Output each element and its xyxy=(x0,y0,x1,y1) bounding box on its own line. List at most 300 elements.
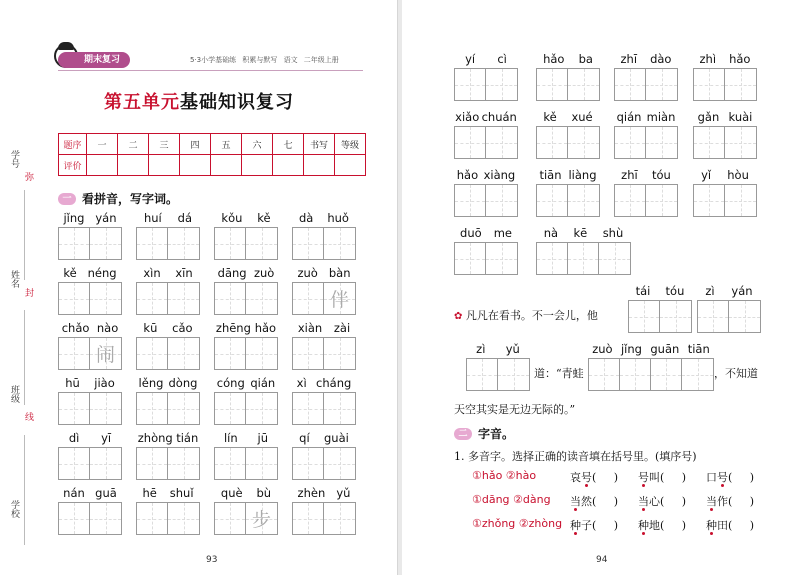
writing-box[interactable] xyxy=(59,338,90,369)
reading-options: ①zhǒng ②zhòng xyxy=(472,517,563,530)
pinyin-label xyxy=(292,321,356,337)
writing-box[interactable] xyxy=(455,243,486,274)
pinyin-syllable: zì xyxy=(476,342,486,356)
pinyin-syllable: zhì xyxy=(699,52,717,66)
writing-box[interactable] xyxy=(246,503,277,534)
writing-box[interactable] xyxy=(537,69,568,100)
score-input-cell[interactable] xyxy=(149,155,180,176)
pinyin-syllable: dá xyxy=(177,211,193,225)
writing-box[interactable] xyxy=(568,185,599,216)
pinyin-syllable: qí xyxy=(299,431,310,445)
score-input-cell[interactable] xyxy=(335,155,366,176)
unit-title-text: 基础知识复习 xyxy=(180,92,294,113)
pinyin-syllable: liàng xyxy=(568,168,597,182)
pinyin-syllable: kě xyxy=(63,266,77,280)
pinyin-syllable: guān xyxy=(650,342,680,356)
writing-box[interactable] xyxy=(59,228,90,259)
pinyin-label xyxy=(214,321,278,337)
pinyin-syllable: nán xyxy=(63,486,85,500)
polyphone-item xyxy=(570,493,618,509)
pinyin-label xyxy=(136,211,200,227)
writing-box[interactable] xyxy=(486,185,517,216)
writing-box[interactable] xyxy=(725,185,756,216)
pinyin-label xyxy=(536,110,600,126)
writing-box[interactable] xyxy=(615,69,646,100)
item-character: 号 xyxy=(581,471,592,484)
pinyin-syllable: kē xyxy=(573,226,588,240)
pinyin-syllable: shuǐ xyxy=(169,486,194,500)
pinyin-label xyxy=(136,486,200,502)
tianzige-boxes xyxy=(214,227,278,260)
pinyin-syllable: kū xyxy=(143,321,158,335)
answer-blank[interactable]: ( ) xyxy=(660,471,687,484)
word-writing-group xyxy=(536,52,600,101)
pinyin-syllable: gǎn xyxy=(697,110,720,124)
tianzige-boxes xyxy=(614,126,678,159)
item-character: 当 xyxy=(706,495,717,508)
pinyin-label xyxy=(536,226,631,242)
pinyin-syllable: yí xyxy=(465,52,476,66)
series-header: 5·3小学基础练 积累与默写 语文 二年级上册 xyxy=(190,56,339,64)
tianzige-boxes xyxy=(58,227,122,260)
writing-box[interactable] xyxy=(651,359,682,390)
writing-box[interactable] xyxy=(324,283,355,314)
word-writing-group xyxy=(292,211,356,260)
writing-box[interactable] xyxy=(293,393,324,424)
review-badge: 期末复习 xyxy=(58,52,130,68)
score-cell: 评价 xyxy=(59,155,87,176)
pinyin-label xyxy=(536,168,600,184)
section-number: 一 xyxy=(58,193,76,205)
item-character: 田 xyxy=(717,519,728,532)
pinyin-syllable: tái xyxy=(635,284,651,298)
pinyin-label xyxy=(466,342,530,358)
pinyin-syllable: qián xyxy=(250,376,276,390)
word-writing-group xyxy=(58,486,122,535)
writing-box[interactable] xyxy=(246,228,277,259)
writing-box[interactable] xyxy=(246,338,277,369)
pinyin-label xyxy=(292,266,356,282)
pinyin-syllable: xué xyxy=(571,110,593,124)
tianzige-boxes xyxy=(58,502,122,535)
writing-box[interactable] xyxy=(168,228,199,259)
pinyin-syllable: hǎo xyxy=(543,52,565,66)
writing-box[interactable] xyxy=(660,301,691,332)
word-writing-group xyxy=(292,431,356,480)
writing-box[interactable] xyxy=(293,448,324,479)
writing-box[interactable] xyxy=(599,243,630,274)
pinyin-label xyxy=(693,110,757,126)
tianzige-boxes xyxy=(214,392,278,425)
writing-box[interactable] xyxy=(646,185,677,216)
writing-box[interactable] xyxy=(246,393,277,424)
word-writing-group xyxy=(292,486,356,535)
writing-box[interactable] xyxy=(90,448,121,479)
pinyin-syllable: xīn xyxy=(175,266,193,280)
pinyin-syllable: jū xyxy=(257,431,269,445)
writing-box[interactable] xyxy=(646,69,677,100)
writing-box[interactable] xyxy=(90,228,121,259)
word-writing-group xyxy=(588,342,714,391)
word-writing-group xyxy=(214,211,278,260)
score-input-cell[interactable] xyxy=(180,155,211,176)
writing-box[interactable] xyxy=(90,338,121,369)
section-title: 看拼音，写字词。 xyxy=(82,192,179,206)
pinyin-label xyxy=(136,321,200,337)
writing-box[interactable] xyxy=(589,359,620,390)
section-heading xyxy=(58,190,178,207)
writing-box[interactable] xyxy=(537,185,568,216)
pinyin-label xyxy=(136,431,200,447)
answer-blank[interactable]: ( ) xyxy=(592,495,619,508)
writing-box[interactable] xyxy=(694,185,725,216)
reading-options: ①hǎo ②hào xyxy=(472,469,537,482)
trace-character: 闹 xyxy=(95,344,115,366)
pinyin-syllable: bù xyxy=(256,486,272,500)
pinyin-label xyxy=(214,266,278,282)
pinyin-syllable: xìn xyxy=(143,266,161,280)
pinyin-label xyxy=(693,168,757,184)
writing-box[interactable] xyxy=(215,393,246,424)
seal-line xyxy=(24,435,25,545)
pinyin-syllable: huǒ xyxy=(327,211,349,225)
item-character: 号 xyxy=(717,471,728,484)
writing-box[interactable] xyxy=(137,338,168,369)
writing-box[interactable] xyxy=(537,127,568,158)
trace-character: 步 xyxy=(251,509,271,531)
tianzige-boxes xyxy=(58,282,122,315)
writing-box[interactable] xyxy=(629,301,660,332)
writing-box[interactable] xyxy=(498,359,529,390)
tianzige-boxes xyxy=(628,300,692,333)
pinyin-syllable: guā xyxy=(95,486,117,500)
writing-box[interactable] xyxy=(168,448,199,479)
pinyin-syllable: dòng xyxy=(168,376,198,390)
tianzige-boxes xyxy=(536,68,600,101)
pinyin-syllable: tóu xyxy=(665,284,685,298)
pinyin-syllable: yǔ xyxy=(336,486,351,500)
passage-text: ，不知道 xyxy=(714,367,758,380)
score-cell: 二 xyxy=(118,134,149,155)
reading-options: ①dāng ②dàng xyxy=(472,493,551,506)
word-writing-group xyxy=(58,321,122,370)
pinyin-syllable: què xyxy=(220,486,243,500)
section-heading xyxy=(454,425,514,442)
writing-box[interactable] xyxy=(324,448,355,479)
answer-blank[interactable]: ( ) xyxy=(728,495,755,508)
pinyin-label xyxy=(454,226,518,242)
section-number: 二 xyxy=(454,428,472,440)
writing-box[interactable] xyxy=(324,503,355,534)
pinyin-label xyxy=(214,211,278,227)
item-character: 种 xyxy=(706,519,717,532)
word-writing-group xyxy=(136,211,200,260)
writing-box[interactable] xyxy=(137,393,168,424)
pinyin-syllable: hǎo xyxy=(456,168,479,182)
tianzige-boxes xyxy=(136,392,200,425)
writing-box[interactable] xyxy=(694,69,725,100)
writing-box[interactable] xyxy=(246,448,277,479)
pinyin-label xyxy=(693,52,757,68)
score-header-row xyxy=(59,134,366,155)
pinyin-label xyxy=(58,211,122,227)
word-writing-group xyxy=(58,266,122,315)
pinyin-label xyxy=(214,376,278,392)
score-input-cell[interactable] xyxy=(242,155,273,176)
word-writing-group xyxy=(697,284,761,333)
writing-box[interactable] xyxy=(293,338,324,369)
pinyin-label xyxy=(454,168,518,184)
pinyin-syllable: me xyxy=(493,226,512,240)
writing-box[interactable] xyxy=(59,503,90,534)
pinyin-syllable: tián xyxy=(176,431,199,445)
pinyin-syllable: nà xyxy=(543,226,559,240)
passage-line-3: 天空其实是无边无际的。” xyxy=(454,403,576,416)
item-character: 种 xyxy=(638,519,649,532)
pinyin-syllable: yǔ xyxy=(505,342,520,356)
pinyin-syllable: cháng xyxy=(316,376,352,390)
pinyin-label xyxy=(697,284,761,300)
pinyin-label xyxy=(292,486,356,502)
word-writing-group xyxy=(214,486,278,535)
writing-box[interactable] xyxy=(324,338,355,369)
pinyin-label xyxy=(614,110,678,126)
writing-box[interactable] xyxy=(725,127,756,158)
pinyin-label xyxy=(58,376,122,392)
writing-box[interactable] xyxy=(725,69,756,100)
tianzige-boxes xyxy=(693,68,757,101)
writing-box[interactable] xyxy=(168,338,199,369)
tianzige-boxes xyxy=(454,184,518,217)
pinyin-syllable: zhī xyxy=(620,52,638,66)
name-label: 姓名 xyxy=(9,270,19,288)
star-icon: ✿ xyxy=(454,311,463,322)
pinyin-syllable: yán xyxy=(731,284,753,298)
pinyin-syllable: yī xyxy=(101,431,112,445)
tianzige-boxes xyxy=(214,282,278,315)
answer-blank[interactable]: ( ) xyxy=(728,519,755,532)
writing-box[interactable] xyxy=(168,283,199,314)
polyphone-item xyxy=(570,469,618,485)
writing-box[interactable] xyxy=(246,283,277,314)
writing-box[interactable] xyxy=(90,503,121,534)
item-character: 叫 xyxy=(649,471,660,484)
item-character: 当 xyxy=(570,495,581,508)
polyphone-item xyxy=(570,517,618,533)
writing-box[interactable] xyxy=(486,69,517,100)
unit-number: 第五单元 xyxy=(104,92,180,113)
item-character: 当 xyxy=(638,495,649,508)
seal-line xyxy=(24,310,25,405)
tianzige-boxes xyxy=(214,502,278,535)
school-label: 学校 xyxy=(9,500,19,518)
score-cell: 题序 xyxy=(59,134,87,155)
writing-box[interactable] xyxy=(486,127,517,158)
writing-box[interactable] xyxy=(137,448,168,479)
writing-box[interactable] xyxy=(455,69,486,100)
word-writing-group xyxy=(136,431,200,480)
writing-box[interactable] xyxy=(698,301,729,332)
word-writing-group xyxy=(454,52,518,101)
pinyin-label xyxy=(536,52,600,68)
writing-box[interactable] xyxy=(168,503,199,534)
writing-box[interactable] xyxy=(467,359,498,390)
answer-blank[interactable]: ( ) xyxy=(660,519,687,532)
pinyin-syllable: tiān xyxy=(539,168,562,182)
tianzige-boxes xyxy=(614,68,678,101)
seal-mark-2: 封 xyxy=(23,288,33,297)
pinyin-syllable: yán xyxy=(95,211,117,225)
writing-box[interactable] xyxy=(620,359,651,390)
writing-box[interactable] xyxy=(168,393,199,424)
pinyin-syllable: néng xyxy=(87,266,117,280)
polyphone-item xyxy=(638,493,686,509)
tianzige-boxes xyxy=(136,337,200,370)
score-cell: 四 xyxy=(180,134,211,155)
pinyin-label xyxy=(136,266,200,282)
pinyin-syllable: jiào xyxy=(94,376,115,390)
pinyin-syllable: dà xyxy=(299,211,314,225)
score-cell: 五 xyxy=(211,134,242,155)
writing-box[interactable] xyxy=(59,283,90,314)
writing-box[interactable] xyxy=(615,127,646,158)
score-eval-row xyxy=(59,155,366,176)
pinyin-label xyxy=(614,52,678,68)
writing-box[interactable] xyxy=(568,69,599,100)
word-writing-group xyxy=(136,321,200,370)
writing-box[interactable] xyxy=(324,393,355,424)
writing-box[interactable] xyxy=(215,338,246,369)
left-page xyxy=(0,0,398,575)
writing-box[interactable] xyxy=(293,228,324,259)
pinyin-syllable: cóng xyxy=(216,376,245,390)
word-writing-group xyxy=(58,431,122,480)
word-writing-group xyxy=(536,110,600,159)
word-writing-group xyxy=(536,168,600,217)
writing-box[interactable] xyxy=(59,448,90,479)
tianzige-boxes xyxy=(536,184,600,217)
pinyin-syllable: duō xyxy=(460,226,482,240)
writing-box[interactable] xyxy=(324,228,355,259)
section-title: 字音。 xyxy=(478,427,515,441)
writing-box[interactable] xyxy=(215,283,246,314)
tianzige-boxes xyxy=(292,447,356,480)
tianzige-boxes xyxy=(693,184,757,217)
score-input-cell[interactable] xyxy=(211,155,242,176)
pinyin-syllable: dì xyxy=(68,431,80,445)
writing-box[interactable] xyxy=(646,127,677,158)
writing-box[interactable] xyxy=(682,359,713,390)
writing-box[interactable] xyxy=(215,448,246,479)
pinyin-label xyxy=(454,52,518,68)
writing-box[interactable] xyxy=(137,503,168,534)
score-input-cell[interactable] xyxy=(87,155,118,176)
writing-box[interactable] xyxy=(486,243,517,274)
writing-box[interactable] xyxy=(59,393,90,424)
pinyin-syllable: huí xyxy=(143,211,162,225)
word-writing-group xyxy=(536,226,631,275)
polyphone-item xyxy=(638,469,686,485)
answer-blank[interactable]: ( ) xyxy=(660,495,687,508)
answer-blank[interactable]: ( ) xyxy=(728,471,755,484)
pinyin-label xyxy=(454,110,518,126)
word-writing-group xyxy=(214,266,278,315)
word-writing-group xyxy=(136,266,200,315)
pinyin-syllable: kuài xyxy=(728,110,753,124)
writing-box[interactable] xyxy=(615,185,646,216)
word-writing-group xyxy=(693,110,757,159)
score-input-cell[interactable] xyxy=(273,155,304,176)
score-cell: 三 xyxy=(149,134,180,155)
pinyin-syllable: bàn xyxy=(328,266,351,280)
word-writing-group xyxy=(136,486,200,535)
writing-box[interactable] xyxy=(215,503,246,534)
word-writing-group xyxy=(614,168,678,217)
writing-box[interactable] xyxy=(568,243,599,274)
writing-box[interactable] xyxy=(137,228,168,259)
writing-box[interactable] xyxy=(455,185,486,216)
item-character: 口 xyxy=(706,471,717,484)
pinyin-syllable: cì xyxy=(497,52,507,66)
writing-box[interactable] xyxy=(90,283,121,314)
pinyin-syllable: lín xyxy=(223,431,238,445)
writing-box[interactable] xyxy=(215,228,246,259)
answer-blank[interactable]: ( ) xyxy=(592,471,619,484)
tianzige-boxes xyxy=(58,447,122,480)
pinyin-syllable: jǐng xyxy=(620,342,642,356)
score-input-cell[interactable] xyxy=(304,155,335,176)
tianzige-boxes xyxy=(136,282,200,315)
passage-line-1 xyxy=(454,307,598,323)
writing-box[interactable] xyxy=(694,127,725,158)
seal-mark-1: 弥 xyxy=(23,172,33,181)
item-character: 心 xyxy=(649,495,660,508)
writing-box[interactable] xyxy=(90,393,121,424)
student-number-label: 学号 xyxy=(9,150,19,168)
tianzige-boxes xyxy=(136,447,200,480)
pinyin-syllable: zuò xyxy=(297,266,318,280)
answer-blank[interactable]: ( ) xyxy=(592,519,619,532)
score-cell: 六 xyxy=(242,134,273,155)
word-writing-group xyxy=(292,321,356,370)
writing-box[interactable] xyxy=(137,283,168,314)
class-label: 班级 xyxy=(9,385,19,403)
tianzige-boxes xyxy=(58,392,122,425)
score-input-cell[interactable] xyxy=(118,155,149,176)
writing-box[interactable] xyxy=(293,503,324,534)
word-writing-group xyxy=(614,52,678,101)
word-writing-group xyxy=(292,266,356,315)
writing-box[interactable] xyxy=(293,283,324,314)
score-cell: 等级 xyxy=(335,134,366,155)
writing-box[interactable] xyxy=(568,127,599,158)
pinyin-syllable: cǎo xyxy=(172,321,193,335)
pinyin-syllable: hǎo xyxy=(254,321,277,335)
pinyin-syllable: xiàng xyxy=(483,168,516,182)
writing-box[interactable] xyxy=(537,243,568,274)
pinyin-syllable: zhī xyxy=(621,168,638,182)
pinyin-syllable: dào xyxy=(650,52,672,66)
item-character: 然 xyxy=(581,495,592,508)
pinyin-label xyxy=(58,431,122,447)
writing-box[interactable] xyxy=(455,127,486,158)
pinyin-syllable: guài xyxy=(323,431,349,445)
pinyin-syllable: tóu xyxy=(652,168,671,182)
tianzige-boxes xyxy=(466,358,530,391)
tianzige-boxes xyxy=(536,126,600,159)
word-writing-group xyxy=(466,342,530,391)
writing-box[interactable] xyxy=(729,301,760,332)
